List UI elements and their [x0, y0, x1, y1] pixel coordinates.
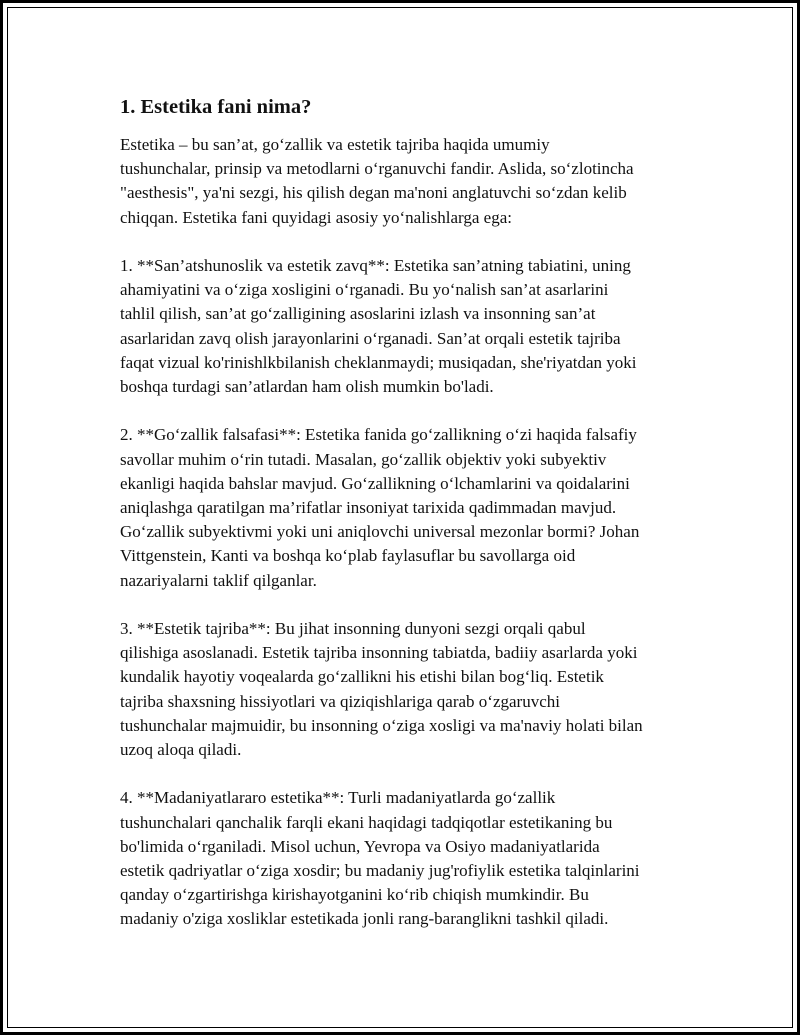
paragraph-line: Estetika – bu san’at, go‘zallik va estetik tajriba haqida umumiy: [120, 135, 550, 154]
paragraph-line: chiqqan. Estetika fani quyidagi asosiy yo‘nalishlarga ega:: [120, 207, 512, 227]
paragraph-line: asarlaridan zavq olish jarayonlarini o‘rganadi. San’at orqali estetik tajriba: [120, 328, 621, 348]
paragraph-list: [120, 133, 700, 932]
paragraph: [120, 617, 700, 762]
paragraph-line: estetik qadriyatlar o‘ziga xosdir; bu madaniy jug'rofiylik estetika talqinlarini: [120, 861, 640, 881]
paragraph: [120, 133, 700, 230]
paragraph-line: ahamiyatini va o‘ziga xosligini o‘rganadi. Bu yo‘nalish san’at asarlarini: [120, 280, 609, 300]
paragraph-line: bo'limida o‘rganiladi. Misol uchun, Yevropa va Osiyo madaniyatlarida: [120, 836, 600, 856]
paragraph-line: tajriba shaxsning hissiyotlari va qiziqishlariga qarab o‘zgaruvchi: [120, 691, 560, 711]
paragraph-line: 1. **San’atshunoslik va estetik zavq**: Estetika san’atning tabiatini, uning: [120, 256, 631, 275]
paragraph-line: Go‘zallik subyektivmi yoki uni aniqlovchi universal mezonlar bormi? Johan: [120, 522, 640, 542]
paragraph-line: tushunchalar majmuidir, bu insonning o‘ziga xosligi va ma'naviy holati bilan: [120, 715, 643, 735]
paragraph: [120, 423, 700, 592]
paragraph-line: nazariyalarni taklif qilganlar.: [120, 570, 317, 590]
document-content: [120, 94, 700, 956]
paragraph: [120, 254, 700, 399]
paragraph-line: Vittgenstein, Kanti va boshqa ko‘plab faylasuflar bu savollarga oid: [120, 546, 576, 566]
paragraph-line: boshqa turdagi san’atlardan ham olish mumkin bo'ladi.: [120, 377, 494, 397]
paragraph-line: aniqlashga qaratilgan ma’rifatlar insoniyat tarixida qadimmadan mavjud.: [120, 498, 617, 518]
paragraph-line: tushunchalar, prinsip va metodlarni o‘rganuvchi fandir. Aslida, so‘zlotincha: [120, 159, 634, 179]
section-heading: 1. Estetika fani nima?: [120, 96, 312, 118]
paragraph-line: qilishiga asoslanadi. Estetik tajriba insonning tabiatda, badiiy asarlarda yoki: [120, 643, 638, 663]
paragraph-line: "aesthesis", ya'ni sezgi, his qilish degan ma'noni anglatuvchi so‘zdan kelib: [120, 183, 627, 203]
paragraph: [120, 786, 700, 931]
paragraph-line: madaniy o'ziga xosliklar estetikada jonli rang-baranglikni tashkil qiladi.: [120, 909, 609, 929]
paragraph-line: 3. **Estetik tajriba**: Bu jihat insonning dunyoni sezgi orqali qabul: [120, 619, 586, 639]
paragraph-line: tahlil qilish, san’at go‘zalligining asoslarini izlash va insonning san’at: [120, 304, 596, 324]
paragraph-line: qanday o‘zgartirishga kirishayotganini ko‘rib chiqish mumkindir. Bu: [120, 885, 589, 905]
paragraph-line: 2. **Go‘zallik falsafasi**: Estetika fanida go‘zallikning o‘zi haqida falsafiy: [120, 425, 637, 445]
paragraph-line: savollar muhim o‘rin tutadi. Masalan, go‘zallik objektiv yoki subyektiv: [120, 449, 607, 469]
paragraph-line: 4. **Madaniyatlararo estetika**: Turli madaniyatlarda go‘zallik: [120, 788, 556, 808]
paragraph-line: uzoq aloqa qiladi.: [120, 740, 242, 760]
paragraph-line: kundalik hayotiy voqealarda go‘zallikni his etishi bilan bog‘liq. Estetik: [120, 667, 604, 687]
paragraph-line: faqat vizual ko'rinishlkbilanish cheklanmaydi; musiqadan, she'riyatdan yoki: [120, 352, 637, 372]
paragraph-line: tushunchalari qanchalik farqli ekani haqidagi tadqiqotlar estetikaning bu: [120, 812, 613, 832]
paragraph-line: ekanligi haqida bahslar mavjud. Go‘zallikning o‘lchamlarini va qoidalarini: [120, 473, 630, 493]
